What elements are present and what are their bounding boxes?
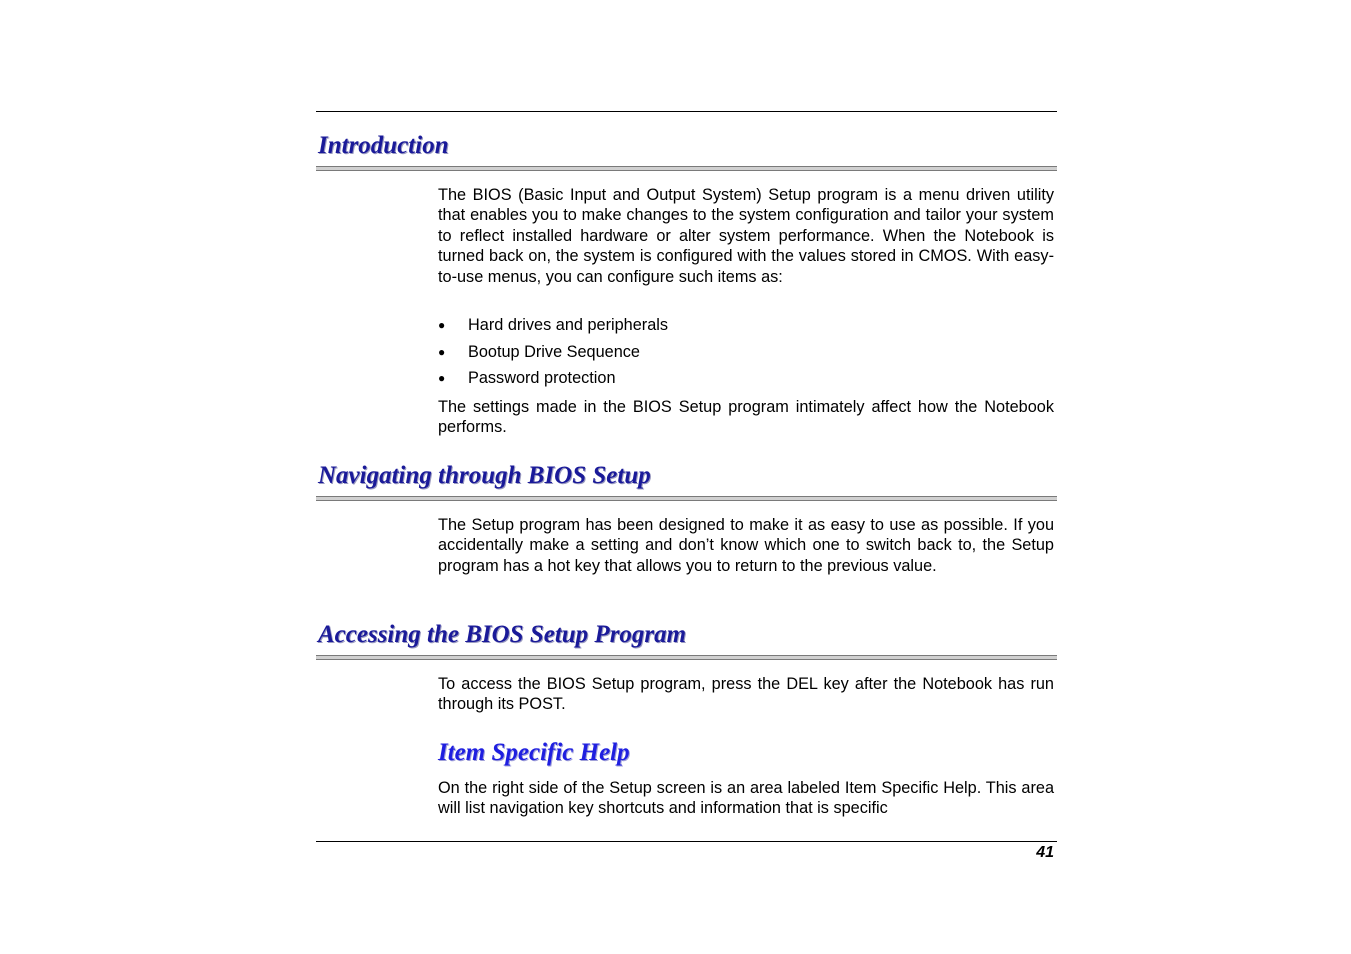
section-title-accessing: Accessing the BIOS Setup Program <box>318 621 687 648</box>
list-item-label: Password protection <box>468 369 616 388</box>
item-specific-help-paragraph: On the right side of the Setup screen is an area labeled Item Specific Help. This area will list navigation key shortcuts and information that is specific <box>438 779 1054 818</box>
list-item-label: Hard drives and peripherals <box>468 316 669 334</box>
subsection-title-item-specific-help: Item Specific Help <box>438 739 630 766</box>
introduction-paragraph-2: The settings made in the BIOS Setup program intimately affect how the Notebook performs. <box>438 398 1054 437</box>
navigating-paragraph: The Setup program has been designed to make it as easy to use as possible. If you accidentally make a setting and don’t know which one to switch back to, the Setup program has a hot key that allows you to return to the previous value. <box>438 516 1054 575</box>
section-rule-navigating <box>316 496 1057 501</box>
list-item <box>438 342 1054 362</box>
section-rule-accessing <box>316 655 1057 660</box>
page-number: 41 <box>1036 844 1054 861</box>
bullet-dot-icon: ● <box>438 318 446 332</box>
list-item <box>438 315 1054 335</box>
bullet-dot-icon: ● <box>438 344 446 359</box>
accessing-paragraph: To access the BIOS Setup program, press the DEL key after the Notebook has run through its POST. <box>438 675 1054 714</box>
bios-items-list <box>438 315 1054 395</box>
list-item-label: Bootup Drive Sequence <box>468 342 640 361</box>
header-rule <box>316 111 1057 112</box>
introduction-paragraph-1: The BIOS (Basic Input and Output System) Setup program is a menu driven utility that enables you to make changes to the system configuration and tailor your system to reflect installed hardware or alter system performance. When the Notebook is turned back on, the system is configured with the values stored in CMOS. With easy-to-use menus, you can configure such items as: <box>438 186 1054 286</box>
section-title-introduction: Introduction <box>318 132 449 159</box>
footer-rule <box>316 841 1057 842</box>
section-title-navigating: Navigating through BIOS Setup <box>318 462 651 489</box>
section-rule-introduction <box>316 166 1057 171</box>
bullet-dot-icon: ● <box>438 371 446 386</box>
list-item <box>438 368 1054 388</box>
